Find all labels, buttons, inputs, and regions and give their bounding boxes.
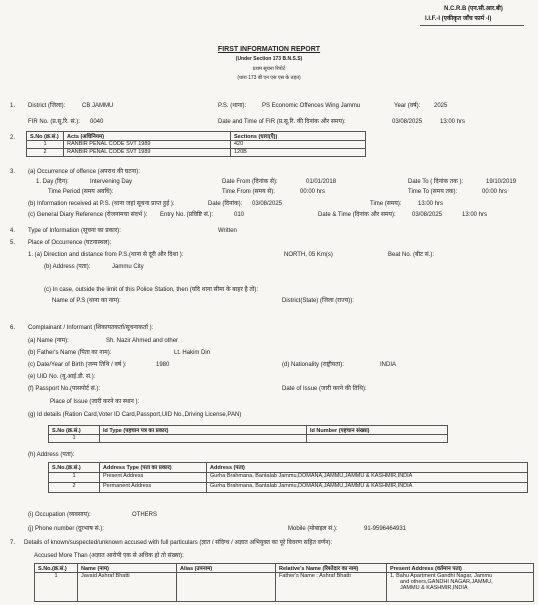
nationality-label: (d) Nationality (राष्ट्रीयता): [282, 362, 344, 368]
dob-label: (c) Date/Year of Birth (जन्म तिथि / वर्ष ): [28, 362, 127, 368]
time-to-label: Time To (समय तक): [408, 189, 458, 195]
place-label: Place of Occurrence (घटनास्थल): [28, 240, 112, 246]
table-row [27, 141, 366, 149]
occurrence-label: (a) Occurrence of offence (अपराध की घटना): [28, 169, 140, 175]
id-cell [307, 435, 448, 443]
addr-header-sno: S.No.(क्र.सं.) [49, 463, 100, 473]
info-time-value: 13:00 hrs [418, 201, 444, 207]
acts-cell: 420 [231, 141, 366, 149]
district-value: CB JAMMU [82, 103, 114, 109]
table-row [35, 573, 534, 602]
acts-header-sno: S.No (क्र.सं.) [27, 132, 64, 141]
section-5-number: 5. [10, 240, 16, 246]
district-label: District (जिला): [28, 103, 66, 109]
id-header-number: Id Number (पहचान संख्या) [307, 426, 448, 435]
accused-header-alias: Alias (उपनाम) [177, 564, 276, 573]
gd-time-value: 13:00 hrs [462, 212, 488, 218]
accused-cell: Father's Name : Ashraf Bhatti [276, 573, 387, 602]
addr-cell: 2 [49, 483, 100, 493]
address-value: Jammu City [112, 264, 144, 270]
ps-value: PS Economic Offences Wing Jammu [262, 103, 361, 109]
date-from-label: Date From (दिनांक से): [222, 179, 278, 185]
time-from-label: Time From (समय से): [222, 189, 275, 195]
acts-cell: 120B [231, 149, 366, 157]
accused-header-sno: S.No.(क्र.सं.) [35, 564, 78, 573]
addr-header-type: Address Type (पता का प्रकार) [100, 463, 207, 473]
time-from-value: 00:00 hrs [300, 189, 326, 195]
fir-date-value: 03/08/2025 [392, 119, 423, 125]
acts-cell: RANBIR PENAL CODE SVT 1989 [64, 141, 231, 149]
id-cell: 1 [49, 435, 100, 443]
id-table [48, 425, 448, 443]
section-4-number: 4. [10, 228, 16, 234]
accused-cell: Javaid Ashraf Bhatti [78, 573, 177, 602]
address-section-label: (h) Address (पता): [28, 452, 75, 458]
table-row [49, 435, 448, 443]
section-1-number: 1. [10, 103, 16, 109]
direction-value: NORTH, 05 Km(s) [284, 252, 333, 258]
info-received-label: (b) Information received at P.S. (थाना जहां सूचना प्राप्त हुई ): [28, 201, 175, 207]
acts-cell: 2 [27, 149, 64, 157]
info-time-label: Time (समय): [370, 201, 402, 207]
complainant-name-value: Sh. Nazir Ahmed and other [106, 338, 179, 344]
uid-label: (e) UID No. (यू.आई.डी. सं.): [28, 374, 96, 380]
addr-cell: 1 [49, 473, 100, 483]
beat-label: Beat No. (बीट सं.): [388, 252, 435, 258]
complainant-label: Complainant / Informant (शिकायतकर्ता/सूचनाकर्ता ): [28, 325, 154, 331]
entry-no-value: 010 [234, 212, 245, 218]
info-date-value: 03/08/2025 [252, 201, 283, 207]
section-2-number: 2. [10, 135, 16, 141]
direction-label: 1. (a) Direction and distance from P.S.(थाना से दूरी और दिशा ): [28, 252, 184, 258]
day-label: 1. Day (दिन): [36, 179, 69, 185]
section-6-number: 6. [10, 325, 16, 331]
date-from-value: 01/01/2018 [306, 179, 337, 185]
accused-table [34, 563, 534, 602]
dob-value: 1980 [156, 362, 170, 368]
fir-value: 0040 [90, 119, 104, 125]
father-name-label: (b) Father's Name (पिता का नाम): [28, 350, 112, 356]
gd-datetime-label: Date & Time (दिनांक और समय): [318, 212, 396, 218]
gd-reference-label: (c) General Diary Reference (रोजनामचा संदर्भ ): [28, 212, 148, 218]
accused-cell: 1 [35, 573, 78, 602]
iif-label: I.I.F.-I (एकीकृत जाँच फार्म -I) [425, 16, 492, 22]
district-state-label: District(State) (जिला (राज्य)): [282, 298, 354, 304]
fir-time-value: 13:00 hrs [440, 119, 466, 125]
issue-place-label: Place of Issue (जारी करने का स्थान ): [50, 399, 140, 405]
acts-cell: RANBIR PENAL CODE SVT 1989 [64, 149, 231, 157]
addr-header-address: Address (पता) [207, 463, 528, 473]
outside-ps-label: (c) In case, outside the limit of this Police Station, then (यदि थाना सीमा के बाहर है तो): [44, 287, 259, 293]
issue-date-label: Date of Issue (जारी करने की तिथि): [282, 386, 367, 392]
report-title: FIRST INFORMATION REPORT [217, 46, 321, 53]
address-label: (b) Address (पता): [44, 264, 91, 270]
father-name-value: Lt. Hakim Din [174, 350, 211, 356]
passport-label: (f) Passport No.(पासपोर्ट सं.): [28, 386, 101, 392]
phone-label: (j) Phone number (दूरभाष सं.): [28, 526, 104, 532]
acts-header-sections: Sections (धारा(एँ)) [231, 132, 366, 141]
accused-more-than-label: Accused More Than (अज्ञात आरोपी एक से अधिक हो तो संख्या): [34, 553, 184, 559]
occupation-label: (i) Occupation (व्यवसाय): [28, 512, 91, 518]
info-type-value: Written [218, 228, 237, 234]
table-row [27, 149, 366, 157]
section-7-number: 7. [10, 540, 16, 546]
table-row [49, 473, 528, 483]
gd-date-value: 03/08/2025 [412, 212, 443, 218]
id-header-type: Id Type (पहचान पत्र का प्रकार) [100, 426, 307, 435]
time-period-label: Time Period (समय अवधि): [48, 189, 114, 195]
accused-header-address: Present Address (वर्तमान पता) [387, 564, 534, 573]
time-to-value: 00:00 hrs [482, 189, 508, 195]
info-date-label: Date (दिनांक): [208, 201, 243, 207]
year-label: Year (वर्ष): [394, 103, 421, 109]
addr-cell: Gurha Brahmana, Bantalab Jammu,DOMANA,JAMMU,JAMMU & KASHMIR,INDIA [207, 483, 528, 493]
accused-address-line: JAMMU & KASHMIR,INDIA [400, 585, 468, 591]
accused-address-line: and others,GANDHI NAGAR,JAMMU, [400, 579, 493, 585]
acts-table [26, 131, 366, 157]
entry-no-label: Entry No. (प्रविष्टि सं.): [160, 212, 214, 218]
acts-cell: 1 [27, 141, 64, 149]
section-3-number: 3. [10, 169, 16, 175]
address-table [48, 462, 528, 493]
acts-header-acts: Acts (अधिनियम) [64, 132, 231, 141]
mobile-label: Mobile (मोबाइल सं.): [288, 526, 338, 532]
report-subtitle: (Under Section 173 B.N.S.S) [235, 56, 303, 62]
day-value: Intervening Day [90, 179, 133, 185]
accused-address-line: 1. Bahu Apartment Gandhi Nagar, Jammu [390, 573, 493, 579]
info-type-label: Type of Information (सूचना का प्रकार): [28, 228, 121, 234]
addr-cell: Gurha Brahmana, Bantalab Jammu,DOMANA,JAMMU,JAMMU & KASHMIR,INDIA [207, 473, 528, 483]
ncrb-label: N.C.R.B (एन.सी.आर.बी) [444, 6, 503, 12]
id-cell [100, 435, 307, 443]
accused-details-label: Details of known/suspected/unknown accused with full particulars (ज्ञात / संदिग्ध / अज्ञात अभियुक्त का पूरे विवरण सहित वर्णन): [24, 540, 333, 546]
header-rule [420, 25, 524, 26]
id-details-label: (g) Id details (Ration Card,Voter ID Card,Passport,UID No.,Driving License,PAN) [28, 412, 242, 418]
report-subtitle-hindi: (धारा 173 बी एन एस एस के तहत) [237, 75, 301, 81]
table-row [49, 483, 528, 493]
accused-header-relative: Relative's Name (रिश्तेदार का नाम) [276, 564, 387, 573]
year-value: 2025 [434, 103, 448, 109]
occupation-value: OTHERS [132, 512, 158, 518]
ps-name-label: Name of P.S (थाना का नाम): [52, 298, 121, 304]
fir-datetime-label: Date and Time of FIR (प्र.सू.रि. की दिनांक और समय): [218, 119, 346, 125]
nationality-value: INDIA [380, 362, 397, 368]
accused-header-name: Name (नाम) [78, 564, 177, 573]
mobile-value: 91-9596464931 [364, 526, 407, 532]
complainant-name-label: (a) Name (नाम): [28, 338, 69, 344]
fir-label: FIR No. (प्र.सू.रि. सं.): [28, 119, 80, 125]
addr-cell: Permanent Address [100, 483, 207, 493]
addr-cell: Present Address [100, 473, 207, 483]
report-title-hindi: प्रथम सूचना रिपोर्ट [252, 66, 286, 72]
accused-address-cell [387, 573, 534, 602]
accused-cell [177, 573, 276, 602]
ps-label: P.S. (थाना): [218, 103, 247, 109]
id-header-sno: S.No (क्र.सं.) [49, 426, 100, 435]
date-to-value: 19/10/2019 [486, 179, 517, 185]
date-to-label: Date To ( दिनांक तक ): [408, 179, 464, 185]
